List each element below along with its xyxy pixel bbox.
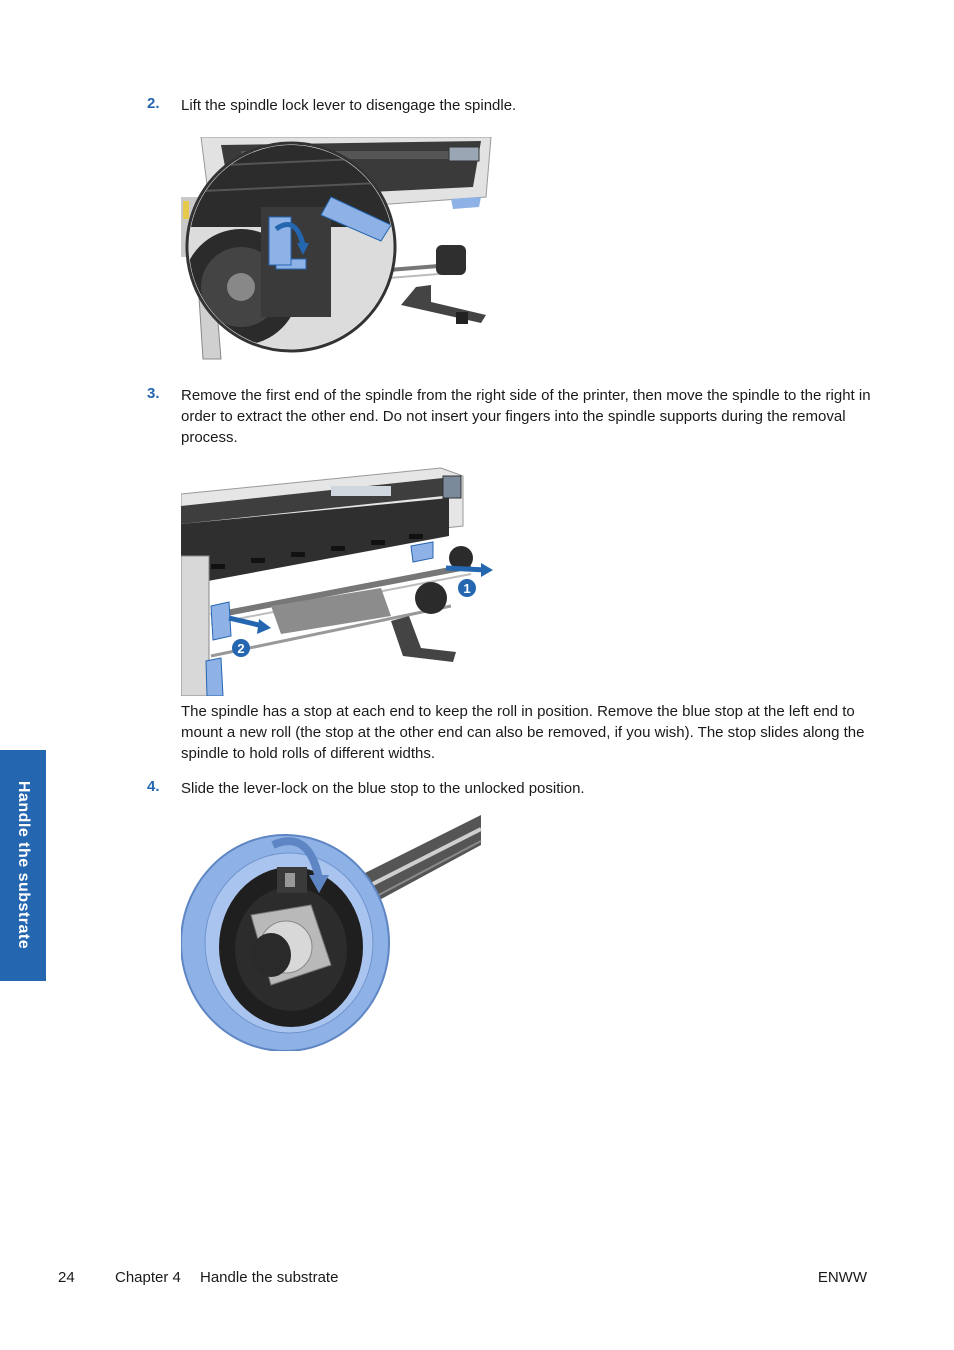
step-3-number: 3. — [147, 385, 160, 402]
step-2-text: Lift the spindle lock lever to disengage the spindle. — [181, 97, 517, 114]
page-number: 24 — [58, 1269, 75, 1286]
step-4-text: Slide the lever-lock on the blue stop to the unlocked position. — [181, 780, 585, 797]
step-4-number: 4. — [147, 778, 160, 795]
chapter-side-tab — [0, 750, 46, 981]
spindle-lock-lever-illustration — [181, 137, 493, 365]
footer-chapter: Chapter 4 — [115, 1269, 181, 1286]
remove-spindle-illustration — [181, 466, 493, 696]
step-2-number: 2. — [147, 95, 160, 112]
blue-stop-lever-lock-illustration — [181, 815, 483, 1051]
footer-chapter-title: Handle the substrate — [200, 1269, 339, 1286]
callout-2: 2 — [237, 641, 245, 656]
footer-doc-code: ENWW — [817, 1269, 867, 1286]
callout-1: 1 — [463, 581, 471, 596]
side-tab-label: Handle the substrate — [15, 780, 32, 950]
step-3-text: Remove the first end of the spindle from the right side of the printer, then move the spindle to the right in order to extract the other end. Do not insert your fingers into the spindle supports during the removal process. — [181, 387, 871, 446]
spindle-stop-note: The spindle has a stop at each end to keep the roll in position. Remove the blue stop at the left end to mount a new roll (the stop at the other end can also be removed, if you wish). The stop slides along the spindle to hold rolls of different widths. — [181, 703, 865, 762]
